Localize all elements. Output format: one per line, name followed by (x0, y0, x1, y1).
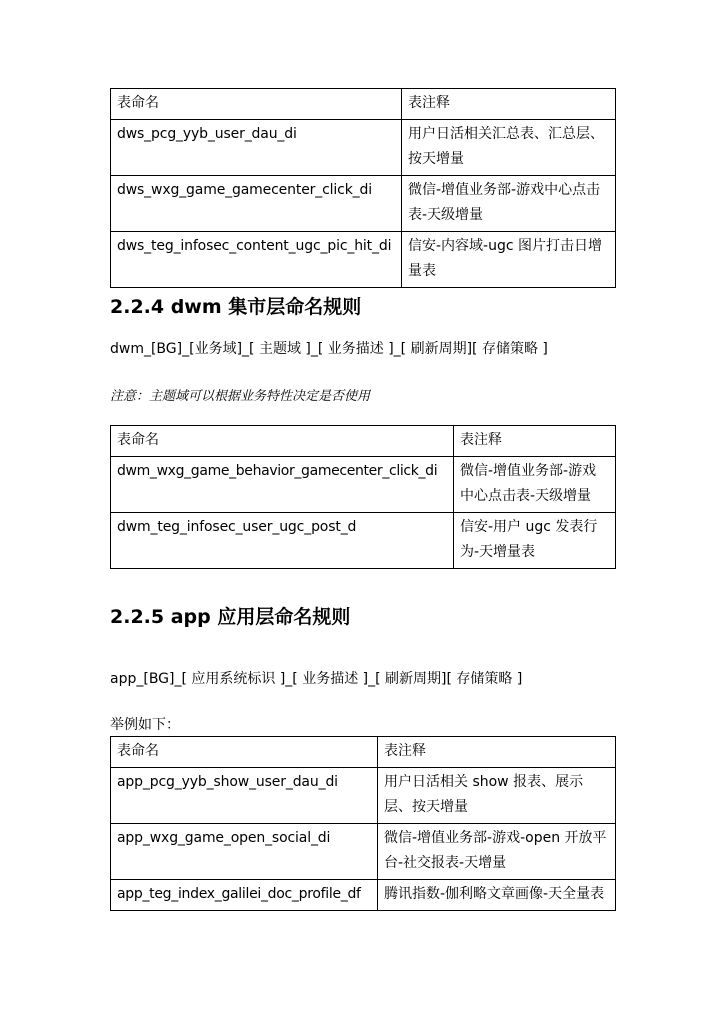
app-naming-pattern: app_[BG]_[ 应用系统标识 ]_[ 业务描述 ]_[ 刷新周期][ 存储策略 ] (110, 671, 523, 687)
table-name-cell: app_pcg_yyb_show_user_dau_di (111, 768, 378, 824)
table-comment-cell: 微信-增值业务部-游戏中心点击表-天级增量 (402, 176, 616, 232)
table-header-row (111, 426, 616, 457)
column-header-name: 表命名 (111, 737, 378, 768)
table-name-cell: app_teg_index_galilei_doc_profile_df (111, 880, 378, 911)
column-header-comment: 表注释 (454, 426, 616, 457)
column-header-comment: 表注释 (378, 737, 616, 768)
table-header-row (111, 737, 616, 768)
table-name-cell: app_wxg_game_open_social_di (111, 824, 378, 880)
app-naming-table (110, 736, 616, 911)
dws-naming-table (110, 88, 616, 288)
dwm-naming-pattern: dwm_[BG]_[业务域]_[ 主题域 ]_[ 业务描述 ]_[ 刷新周期][ 存储策略 ] (110, 341, 548, 357)
section-heading-app: 2.2.5 app 应用层命名规则 (110, 606, 351, 628)
table-name-cell: dws_teg_infosec_content_ugc_pic_hit_di (111, 232, 402, 288)
column-header-comment: 表注释 (402, 89, 616, 120)
table-name-cell: dws_pcg_yyb_user_dau_di (111, 120, 402, 176)
table-row (111, 232, 616, 288)
table-row (111, 824, 616, 880)
table-comment-cell: 腾讯指数-伽利略文章画像-天全量表 (378, 880, 616, 911)
column-header-name: 表命名 (111, 89, 402, 120)
dwm-naming-table (110, 425, 616, 569)
section-heading-dwm: 2.2.4 dwm 集市层命名规则 (110, 296, 362, 318)
table-row (111, 457, 616, 513)
table-comment-cell: 用户日活相关 show 报表、展示层、按天增量 (378, 768, 616, 824)
table-header-row (111, 89, 616, 120)
table-name-cell: dwm_wxg_game_behavior_gamecenter_click_di (111, 457, 454, 513)
table-comment-cell: 微信-增值业务部-游戏中心点击表-天级增量 (454, 457, 616, 513)
table-comment-cell: 信安-内容域-ugc 图片打击日增量表 (402, 232, 616, 288)
app-example-intro: 举例如下： (110, 717, 180, 733)
table-name-cell: dwm_teg_infosec_user_ugc_post_d (111, 513, 454, 569)
table-comment-cell: 用户日活相关汇总表、汇总层、按天增量 (402, 120, 616, 176)
table-row (111, 768, 616, 824)
table-comment-cell: 微信-增值业务部-游戏-open 开放平台-社交报表-天增量 (378, 824, 616, 880)
table-comment-cell: 信安-用户 ugc 发表行为-天增量表 (454, 513, 616, 569)
table-name-cell: dws_wxg_game_gamecenter_click_di (111, 176, 402, 232)
table-row (111, 120, 616, 176)
dwm-note: 注意：主题域可以根据业务特性决定是否使用 (110, 389, 371, 404)
table-row (111, 513, 616, 569)
table-row (111, 880, 616, 911)
column-header-name: 表命名 (111, 426, 454, 457)
table-row (111, 176, 616, 232)
